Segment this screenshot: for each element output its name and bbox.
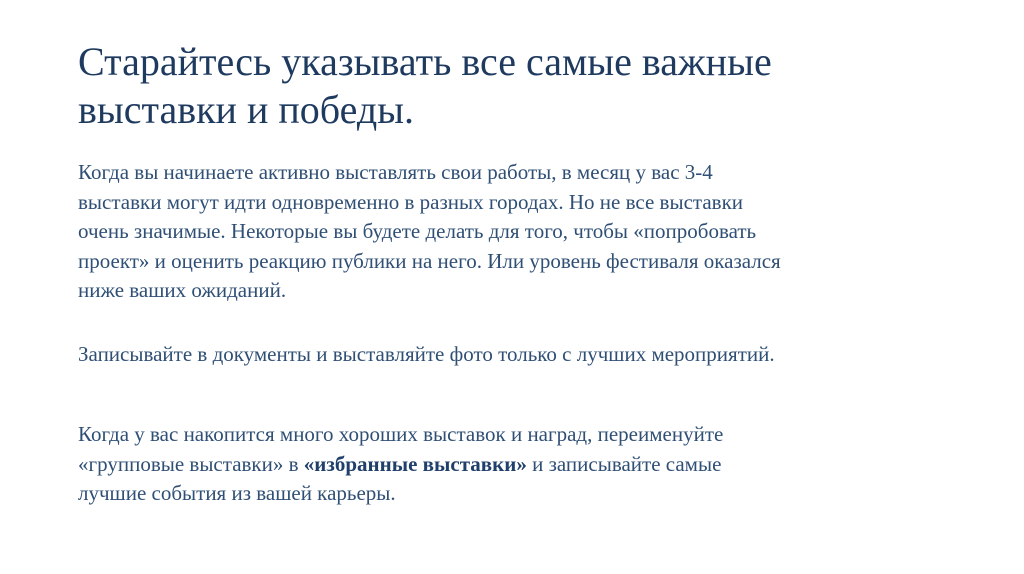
paragraph3-line-2-start: «групповые выставки» в: [78, 451, 304, 476]
paragraph1-line-1: Когда вы начинаете активно выставлять свои работы, в месяц у вас 3-4: [78, 160, 713, 184]
paragraph-rename-section: [78, 420, 968, 509]
paragraph1-line-3: очень значимые. Некоторые вы будете делать для того, чтобы «попробовать: [78, 219, 757, 243]
paragraph3-line-2-end: и записывайте самые: [526, 451, 722, 476]
title-line-1: Старайтесь указывать все самые важные: [78, 39, 772, 84]
slide-title: [78, 38, 958, 134]
paragraph-exhibitions-intro: [78, 158, 968, 306]
paragraph1-line-5: ниже ваших ожиданий.: [78, 278, 287, 302]
paragraph-record-best: [78, 340, 968, 370]
featured-exhibitions-emphasis: «избранные выставки»: [303, 451, 527, 476]
paragraph2-text: Записывайте в документы и выставляйте фото только с лучших мероприятий.: [78, 342, 775, 366]
paragraph1-line-4: проект» и оценить реакцию публики на него. Или уровень фестиваля оказался: [78, 248, 781, 273]
paragraph1-line-2: выставки могут идти одновременно в разных городах. Но не все выставки: [78, 189, 744, 214]
title-line-2: выставки и победы.: [78, 87, 415, 132]
paragraph3-line-1: Когда у вас накопится много хороших выставок и наград, переименуйте: [78, 422, 724, 446]
paragraph3-line-3: лучшие события из вашей карьеры.: [78, 481, 396, 505]
